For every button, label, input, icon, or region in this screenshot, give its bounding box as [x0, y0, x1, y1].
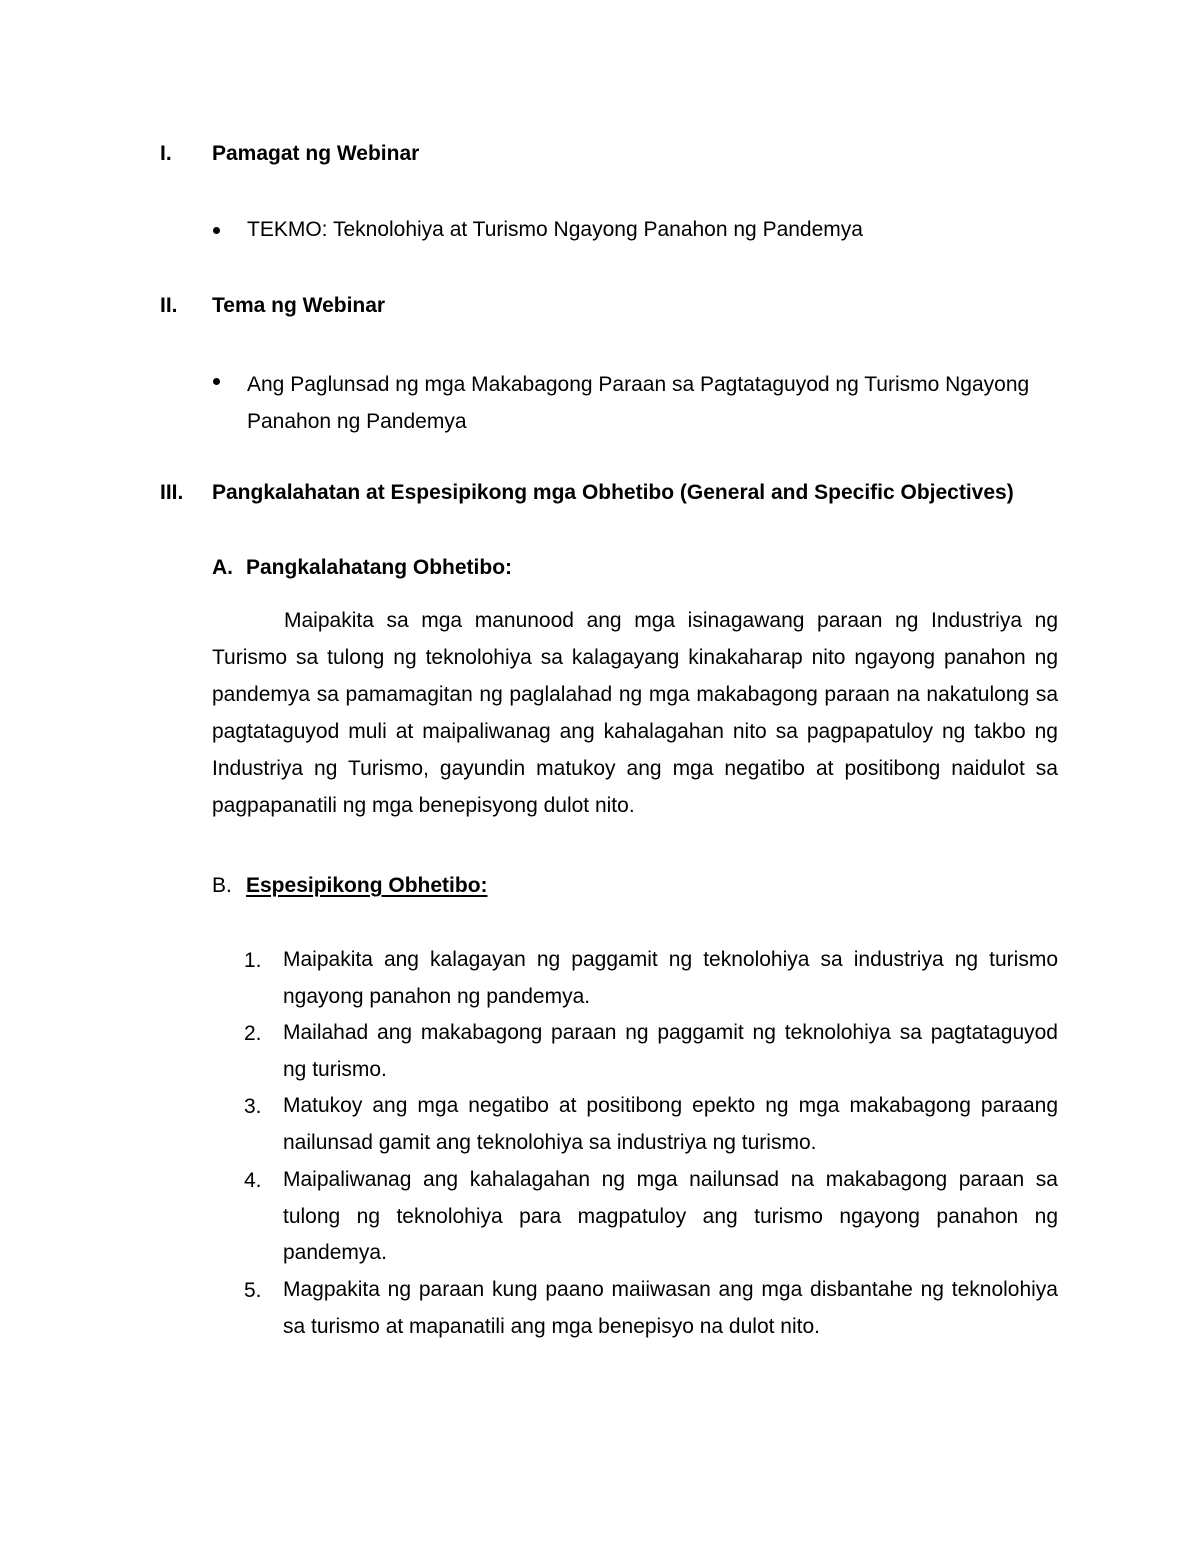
list-item-number: 4.	[244, 1169, 262, 1192]
list-item: Magpakita ng paraan kung paano maiiwasan ang mga disbantahe ng teknolohiya sa turismo at mapanatili ang mga benepisyo na dulot nito.	[283, 1278, 1058, 1338]
list-item: Maipakita ang kalagayan ng paggamit ng teknolohiya sa industriya ng turismo ngayong panahon ng pandemya.	[283, 948, 1058, 1008]
specific-objective-letter: B.	[212, 874, 232, 897]
section-2-bullet-text: Ang Paglunsad ng mga Makabagong Paraan sa Pagtataguyod ng Turismo Ngayong Panahon ng Pandemya	[247, 373, 1030, 433]
general-objective-heading: Pangkalahatang Obhetibo:	[246, 556, 513, 579]
list-item-number: 5.	[244, 1279, 262, 1302]
list-item-number: 2.	[244, 1022, 262, 1045]
section-1-title: Pamagat ng Webinar	[212, 142, 420, 165]
general-objective-letter: A.	[212, 556, 233, 579]
list-item-number: 1.	[244, 949, 262, 972]
section-3-numeral: III.	[160, 481, 184, 504]
specific-objective-heading: Espesipikong Obhetibo:	[246, 874, 488, 897]
bullet-icon	[213, 378, 220, 385]
list-item: Matukoy ang mga negatibo at positibong epekto ng mga makabagong paraang nailunsad gamit ang teknolohiya sa industriya ng turismo.	[283, 1094, 1058, 1154]
list-item-number: 3.	[244, 1095, 262, 1118]
bullet-icon	[213, 227, 220, 234]
general-objective-paragraph: Maipakita sa mga manunood ang mga isinagawang paraan ng Industriya ng Turismo sa tulong ng teknolohiya sa kalagayang kinakaharap nito ngayong panahon ng pandemya sa pamamagitan ng paglalahad ng mga makabagong paraan na nakatulong sa pagtataguyod muli at maipaliwanag ang kahalagahan nito sa pagpapatuloy ng takbo ng Industriya ng Turismo, gayundin matukoy ang mga negatibo at positibong naidulot sa pagpapanatili ng mga benepisyong dulot nito.	[212, 609, 1058, 817]
section-2-title: Tema ng Webinar	[212, 294, 386, 317]
list-item: Maipaliwanag ang kahalagahan ng mga nailunsad na makabagong paraan sa tulong ng teknolohiya para magpatuloy ang turismo ngayong panahon ng pandemya.	[283, 1168, 1058, 1264]
section-1-numeral: I.	[160, 142, 172, 165]
section-3-title: Pangkalahatan at Espesipikong mga Obhetibo (General and Specific Objectives)	[212, 481, 1014, 504]
section-1-bullet-text: TEKMO: Teknolohiya at Turismo Ngayong Panahon ng Pandemya	[247, 218, 863, 241]
list-item: Mailahad ang makabagong paraan ng paggamit ng teknolohiya sa pagtataguyod ng turismo.	[283, 1021, 1058, 1081]
section-2-numeral: II.	[160, 294, 178, 317]
